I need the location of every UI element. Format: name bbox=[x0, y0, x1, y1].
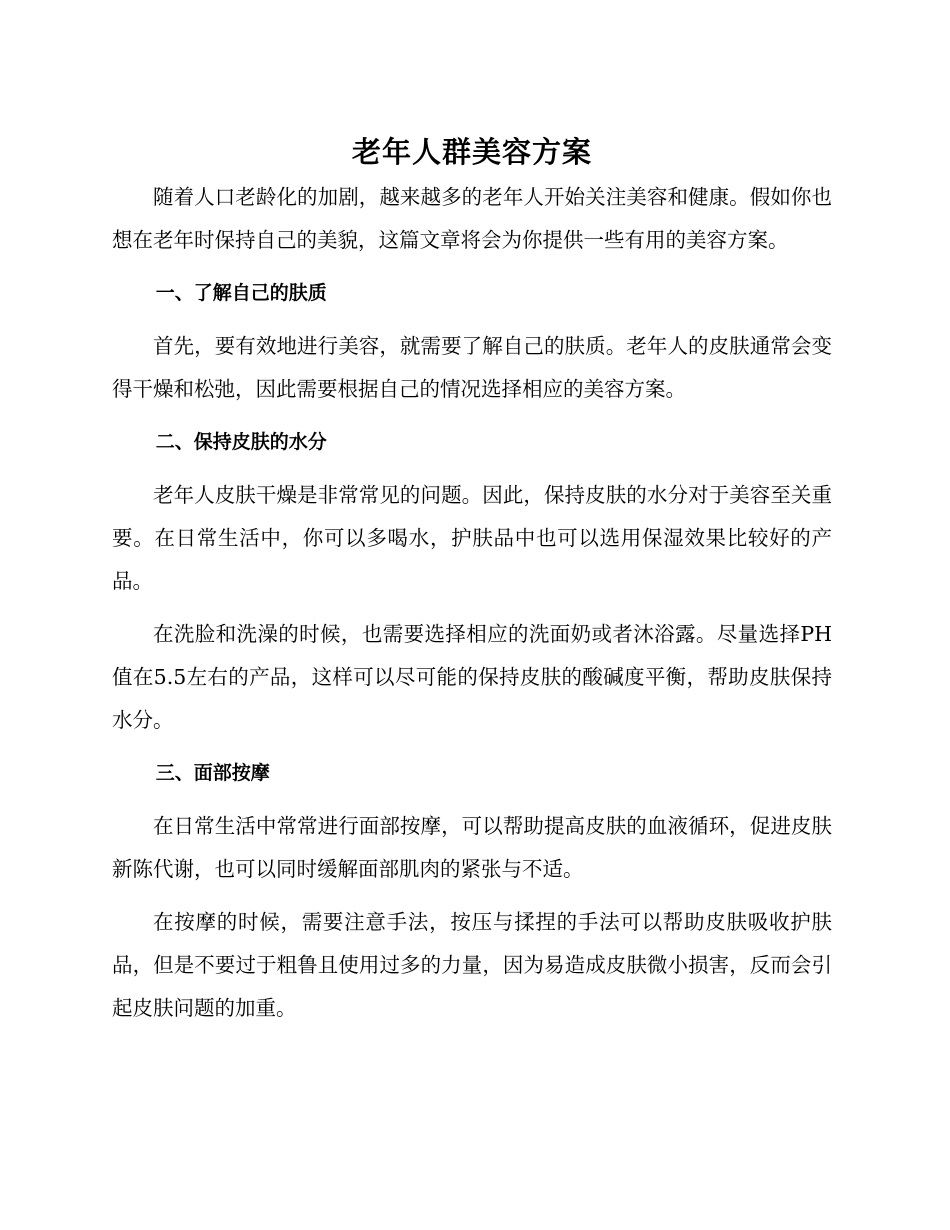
section-2-paragraph-1: 老年人皮肤干燥是非常常见的问题。因此，保持皮肤的水分对于美容至关重要。在日常生活中，你可以多喝水，护肤品中也可以选用保湿效果比较好的产品。 bbox=[112, 483, 832, 593]
intro-paragraph: 随着人口老龄化的加剧，越来越多的老年人开始关注美容和健康。假如你也想在老年时保持自己的美貌，这篇文章将会为你提供一些有用的美容方案。 bbox=[112, 185, 832, 252]
document-page bbox=[112, 128, 832, 1030]
section-2-heading: 二、保持皮肤的水分 bbox=[155, 431, 327, 453]
section-1-paragraph-1: 首先，要有效地进行美容，就需要了解自己的肤质。老年人的皮肤通常会变得干燥和松弛，因此需要根据自己的情况选择相应的美容方案。 bbox=[112, 334, 832, 401]
section-3-heading: 三、面部按摩 bbox=[155, 762, 270, 784]
section-3-paragraph-1: 在日常生活中常常进行面部按摩，可以帮助提高皮肤的血液循环，促进皮肤新陈代谢，也可以同时缓解面部肌肉的紧张与不适。 bbox=[112, 814, 832, 881]
section-1-heading: 一、了解自己的肤质 bbox=[155, 282, 327, 304]
document-title: 老年人群美容方案 bbox=[351, 135, 592, 169]
section-2-paragraph-2: 在洗脸和洗澡的时候，也需要选择相应的洗面奶或者沐浴露。尽量选择PH值在5.5左右的产品，这样可以尽可能的保持皮肤的酸碱度平衡，帮助皮肤保持水分。 bbox=[112, 622, 832, 732]
section-3-paragraph-2: 在按摩的时候，需要注意手法，按压与揉捏的手法可以帮助皮肤吸收护肤品，但是不要过于粗鲁且使用过多的力量，因为易造成皮肤微小损害，反而会引起皮肤问题的加重。 bbox=[112, 910, 832, 1020]
